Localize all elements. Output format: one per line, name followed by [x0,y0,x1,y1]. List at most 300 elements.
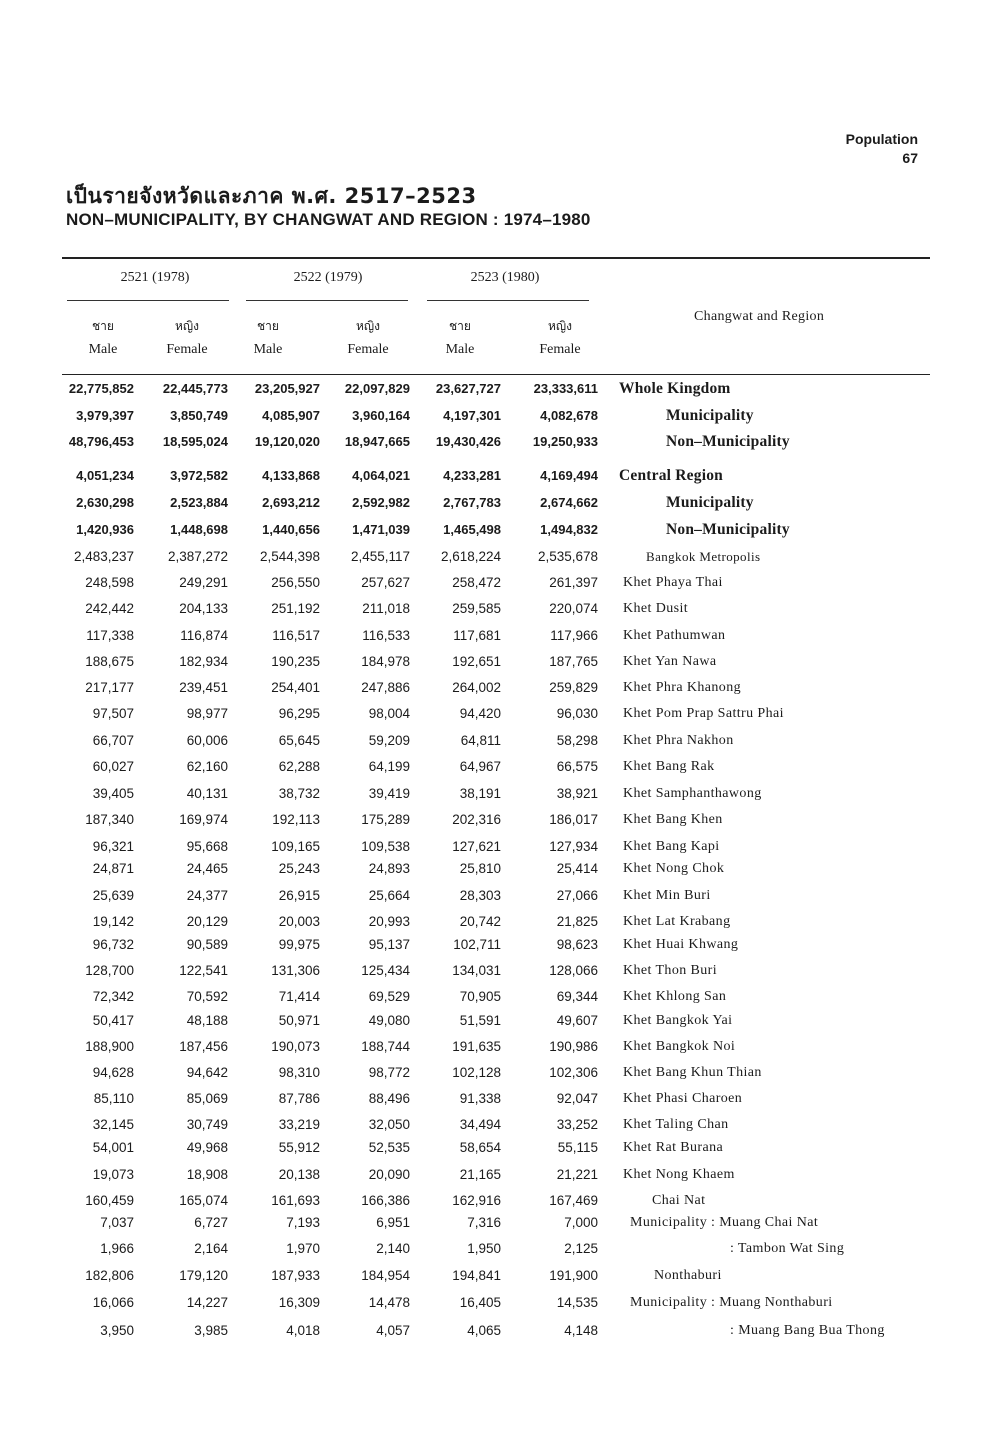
table-cell: 258,472 [452,575,501,590]
table-cell: 2,483,237 [73,549,134,564]
table-cell: 259,829 [549,680,598,695]
table-cell: 6,727 [194,1215,228,1230]
table-cell: 2,387,272 [167,549,228,564]
table-cell: 3,985 [194,1323,228,1338]
table-cell: 52,535 [368,1140,410,1155]
col-changwat-region: Changwat and Region [694,309,825,324]
table-cell: 14,535 [556,1295,598,1310]
table-cell: 204,133 [179,601,228,616]
table-cell: 161,693 [271,1193,320,1208]
table-cell: 184,954 [361,1268,410,1283]
table-cell: 22,445,773 [162,381,228,396]
table-cell: 51,591 [459,1013,501,1028]
table-cell: 220,074 [549,601,598,616]
table-cell: 98,977 [186,706,228,721]
row-label: Khet Phaya Thai [623,575,723,590]
table-cell: 3,960,164 [352,408,410,423]
table-cell: 38,191 [459,786,501,801]
table-cell: 30,749 [186,1117,228,1132]
table-row [0,1320,990,1342]
table-cell: 50,417 [92,1013,134,1028]
row-label: Khet Bang Rak [623,759,715,774]
table-cell: 251,192 [271,601,320,616]
table-cell: 249,291 [179,575,228,590]
row-label: Non–Municipality [666,433,790,450]
table-cell: 28,303 [459,888,501,903]
row-label: Khet Bang Khun Thian [623,1065,762,1080]
table-row [0,405,990,427]
table-cell: 18,947,665 [344,434,410,449]
table-cell: 94,420 [459,706,501,721]
table-cell: 72,342 [92,989,134,1004]
table-cell: 169,974 [179,812,228,827]
table-cell: 1,465,498 [443,522,501,537]
table-cell: 160,459 [85,1193,134,1208]
table-cell: 16,066 [92,1295,134,1310]
table-cell: 38,732 [278,786,320,801]
table-cell: 7,316 [467,1215,501,1230]
table-row [0,756,990,778]
table-cell: 49,080 [368,1013,410,1028]
table-row [0,730,990,752]
table-cell: 7,000 [564,1215,598,1230]
table-cell: 34,494 [459,1117,501,1132]
table-cell: 14,478 [368,1295,410,1310]
table-cell: 264,002 [452,680,501,695]
table-cell: 19,073 [92,1167,134,1182]
table-row [0,519,990,541]
row-label: Khet Taling Chan [623,1117,729,1132]
table-cell: 217,177 [85,680,134,695]
table-cell: 39,405 [92,786,134,801]
table-cell: 18,908 [186,1167,228,1182]
table-cell: 49,968 [186,1140,228,1155]
table-cell: 182,934 [179,654,228,669]
table-cell: 259,585 [452,601,501,616]
table-cell: 117,338 [86,628,134,643]
table-cell: 2,618,224 [440,549,501,564]
table-row [0,1062,990,1084]
table-cell: 188,744 [361,1039,410,1054]
table-row [0,703,990,725]
table-cell: 20,090 [368,1167,410,1182]
table-cell: 98,004 [368,706,410,721]
table-row [0,809,990,831]
table-cell: 117,966 [550,628,598,643]
row-label: Whole Kingdom [619,380,731,397]
table-cell: 190,235 [271,654,320,669]
table-cell: 90,589 [186,937,228,952]
table-row [0,1137,990,1159]
table-cell: 48,188 [186,1013,228,1028]
table-cell: 134,031 [452,963,501,978]
col-female-1978: หญิง Female [166,319,208,357]
row-label: Municipality : Muang Nonthaburi [630,1295,833,1310]
table-row [0,960,990,982]
row-label: Khet Bang Khen [623,812,723,827]
year-header-3: 2523 (1980) [470,270,540,285]
table-row [0,492,990,514]
table-row [0,1164,990,1186]
table-row [0,836,990,858]
table-cell: 98,310 [278,1065,320,1080]
table-row [0,986,990,1008]
table-cell: 16,405 [459,1295,501,1310]
table-cell: 1,448,698 [170,522,228,537]
row-label: Khet Pathumwan [623,628,726,643]
table-cell: 97,507 [92,706,134,721]
table-cell: 188,900 [85,1039,134,1054]
table-cell: 14,227 [186,1295,228,1310]
table-cell: 49,607 [556,1013,598,1028]
table-cell: 187,456 [179,1039,228,1054]
table-cell: 59,209 [368,733,410,748]
col-female-1979: หญิง Female [347,319,389,357]
table-cell: 19,430,426 [435,434,501,449]
row-label: Khet Rat Burana [623,1140,724,1155]
table-cell: 166,386 [361,1193,410,1208]
table-cell: 4,233,281 [443,468,501,483]
table-row [0,651,990,673]
title-english: NON–MUNICIPALITY, BY CHANGWAT AND REGION : 1974–1980 [66,210,591,229]
row-label: Khet Nong Khaem [623,1167,735,1182]
table-cell: 190,073 [271,1039,320,1054]
table-cell: 94,628 [92,1065,134,1080]
table-cell: 96,732 [92,937,134,952]
table-cell: 94,642 [186,1065,228,1080]
table-cell: 4,065 [467,1323,501,1338]
table-cell: 24,893 [368,861,410,876]
table-cell: 21,221 [556,1167,598,1182]
table-cell: 33,252 [556,1117,598,1132]
row-label: Non–Municipality [666,521,790,538]
table-cell: 1,966 [100,1241,134,1256]
row-label: Khet Huai Khwang [623,937,739,952]
table-cell: 175,289 [361,812,410,827]
table-row [0,598,990,620]
table-cell: 179,120 [179,1268,228,1283]
table-cell: 128,066 [549,963,598,978]
section-name: Population [845,131,918,147]
table-cell: 192,113 [272,812,320,827]
table-row [0,1238,990,1260]
table-cell: 2,767,783 [443,495,501,510]
row-label: Khet Phra Nakhon [623,733,734,748]
table-cell: 4,057 [376,1323,410,1338]
table-cell: 1,494,832 [540,522,598,537]
table-cell: 4,082,678 [540,408,598,423]
table-cell: 99,975 [278,937,320,952]
table-cell: 117,681 [453,628,501,643]
year-header-2: 2522 (1979) [293,270,363,285]
row-label: Bangkok Metropolis [646,549,761,564]
table-cell: 26,915 [278,888,320,903]
table-cell: 6,951 [376,1215,410,1230]
table-cell: 92,047 [556,1091,598,1106]
table-cell: 24,465 [186,861,228,876]
table-cell: 4,051,234 [76,468,134,483]
table-cell: 50,971 [278,1013,320,1028]
table-cell: 2,164 [194,1241,228,1256]
table-cell: 24,871 [92,861,134,876]
row-label: Khet Phasi Charoen [623,1091,743,1106]
table-row [0,911,990,933]
table-cell: 20,742 [459,914,501,929]
table-cell: 98,772 [368,1065,410,1080]
year-underline-1 [67,300,229,301]
table-row [0,677,990,699]
table-row [0,1292,990,1314]
table-cell: 202,316 [452,812,501,827]
year-underline-3 [427,300,589,301]
table-cell: 60,006 [186,733,228,748]
table-top-rule [62,257,930,259]
table-cell: 4,148 [564,1323,598,1338]
table-cell: 19,120,020 [254,434,320,449]
table-cell: 32,145 [92,1117,134,1132]
year-header-1: 2521 (1978) [120,270,190,285]
table-cell: 21,165 [459,1167,501,1182]
table-cell: 116,517 [272,628,320,643]
table-cell: 54,001 [92,1140,134,1155]
table-cell: 184,978 [361,654,410,669]
table-cell: 167,469 [549,1193,598,1208]
table-cell: 2,693,212 [262,495,320,510]
table-row [0,1036,990,1058]
table-cell: 2,523,884 [170,495,228,510]
row-label: Khet Bangkok Yai [623,1013,733,1028]
table-cell: 4,133,868 [262,468,320,483]
table-cell: 239,451 [179,680,228,695]
table-cell: 187,340 [85,812,134,827]
table-cell: 102,306 [549,1065,598,1080]
table-cell: 65,645 [278,733,320,748]
table-cell: 66,707 [92,733,134,748]
table-cell: 2,455,117 [350,549,410,564]
table-cell: 58,654 [459,1140,501,1155]
table-cell: 3,979,397 [76,408,134,423]
table-cell: 88,496 [368,1091,410,1106]
table-cell: 3,972,582 [170,468,228,483]
table-row [0,783,990,805]
table-cell: 7,193 [286,1215,320,1230]
table-cell: 211,018 [362,601,410,616]
table-cell: 20,138 [278,1167,320,1182]
table-cell: 25,639 [92,888,134,903]
table-cell: 162,916 [452,1193,501,1208]
col-male-1979: ชาย Male [253,319,283,357]
table-row [0,1010,990,1032]
table-cell: 127,934 [549,839,598,854]
table-row [0,1114,990,1136]
row-label: Municipality : Muang Chai Nat [630,1215,819,1230]
table-cell: 22,097,829 [344,381,410,396]
col-male-1978: ชาย Male [88,319,118,357]
row-label: Khet Pom Prap Sattru Phai [623,706,784,721]
table-cell: 27,066 [556,888,598,903]
table-cell: 248,598 [85,575,134,590]
table-cell: 191,635 [452,1039,501,1054]
row-label: : Muang Bang Bua Thong [730,1323,885,1338]
table-cell: 128,700 [85,963,134,978]
table-cell: 70,592 [186,989,228,1004]
table-cell: 3,950 [100,1323,134,1338]
table-cell: 256,550 [271,575,320,590]
table-row [0,465,990,487]
table-cell: 4,018 [286,1323,320,1338]
table-cell: 116,874 [180,628,228,643]
table-cell: 64,811 [460,733,501,748]
table-cell: 66,575 [556,759,598,774]
table-cell: 22,775,852 [68,381,134,396]
table-cell: 20,129 [186,914,228,929]
table-cell: 95,668 [186,839,228,854]
row-label: Nonthaburi [654,1268,722,1283]
table-cell: 23,627,727 [435,381,501,396]
table-cell: 25,243 [278,861,320,876]
table-cell: 23,333,611 [533,381,598,396]
table-cell: 194,841 [452,1268,501,1283]
table-cell: 4,197,301 [443,408,501,423]
table-cell: 69,344 [556,989,598,1004]
table-cell: 187,933 [271,1268,320,1283]
table-cell: 102,128 [452,1065,501,1080]
row-label: Khet Dusit [623,601,689,616]
table-cell: 188,675 [85,654,134,669]
table-cell: 18,595,024 [162,434,228,449]
page-number: 67 [902,150,918,166]
table-cell: 1,950 [467,1241,501,1256]
table-cell: 25,414 [556,861,598,876]
table-cell: 69,529 [368,989,410,1004]
table-cell: 96,321 [92,839,134,854]
col-female-1980: หญิง Female [539,319,581,357]
table-row [0,1190,990,1212]
table-cell: 7,037 [100,1215,134,1230]
table-cell: 70,905 [459,989,501,1004]
table-cell: 91,338 [459,1091,501,1106]
table-cell: 64,967 [459,759,501,774]
table-cell: 125,434 [361,963,410,978]
table-cell: 21,825 [556,914,598,929]
table-cell: 122,541 [179,963,228,978]
table-cell: 1,440,656 [262,522,320,537]
table-cell: 109,165 [271,839,320,854]
page-header [846,130,918,168]
table-cell: 55,912 [278,1140,320,1155]
table-cell: 165,074 [179,1193,228,1208]
row-label: Khet Thon Buri [623,963,718,978]
table-cell: 96,030 [556,706,598,721]
table-row [0,934,990,956]
table-cell: 96,295 [278,706,320,721]
table-row [0,625,990,647]
table-row [0,858,990,880]
table-cell: 192,651 [452,654,501,669]
row-label: Municipality [666,494,754,511]
table-cell: 190,986 [549,1039,598,1054]
row-label: Khet Lat Krabang [623,914,731,929]
table-row [0,572,990,594]
table-cell: 2,592,982 [352,495,410,510]
table-cell: 191,900 [549,1268,598,1283]
table-cell: 58,298 [556,733,598,748]
table-cell: 1,970 [286,1241,320,1256]
table-row [0,431,990,453]
table-cell: 25,810 [459,861,501,876]
row-label: Khet Yan Nawa [623,654,717,669]
table-cell: 23,205,927 [254,381,320,396]
table-cell: 186,017 [549,812,598,827]
row-label: Khet Bang Kapi [623,839,720,854]
table-cell: 4,169,494 [540,468,598,483]
table-cell: 3,850,749 [170,408,228,423]
table-cell: 2,544,398 [259,549,320,564]
table-cell: 1,471,039 [352,522,410,537]
table-cell: 254,401 [271,680,320,695]
table-cell: 102,711 [453,937,501,952]
table-cell: 71,414 [278,989,320,1004]
table-cell: 182,806 [85,1268,134,1283]
row-label: Khet Bangkok Noi [623,1039,736,1054]
table-cell: 85,110 [93,1091,134,1106]
table-cell: 1,420,936 [76,522,134,537]
table-cell: 32,050 [368,1117,410,1132]
table-cell: 2,140 [376,1241,410,1256]
row-label: Chai Nat [652,1193,706,1208]
row-label: Khet Nong Chok [623,861,725,876]
table-cell: 62,288 [278,759,320,774]
table-cell: 127,621 [452,839,501,854]
header-bottom-rule [62,374,930,375]
col-male-1980: ชาย Male [445,319,475,357]
table-row [0,1212,990,1234]
table-cell: 2,535,678 [537,549,598,564]
table-cell: 247,886 [361,680,410,695]
row-label: : Tambon Wat Sing [730,1241,845,1256]
table-row [0,1088,990,1110]
row-label: Central Region [619,467,723,484]
table-cell: 33,219 [278,1117,320,1132]
table-cell: 4,085,907 [262,408,320,423]
table-cell: 40,131 [186,786,228,801]
row-label: Municipality [666,407,754,424]
row-label: Khet Phra Khanong [623,680,742,695]
table-cell: 4,064,021 [352,468,410,483]
table-cell: 187,765 [549,654,598,669]
table-cell: 2,674,662 [540,495,598,510]
table-cell: 55,115 [557,1140,598,1155]
table-cell: 95,137 [368,937,410,952]
table-row [0,546,990,568]
table-cell: 16,309 [278,1295,320,1310]
table-cell: 20,993 [368,914,410,929]
year-underline-2 [246,300,408,301]
table-row [0,378,990,400]
table-cell: 116,533 [362,628,410,643]
row-label: Khet Min Buri [623,888,711,903]
table-cell: 60,027 [92,759,134,774]
table-cell: 38,921 [556,786,598,801]
table-cell: 20,003 [278,914,320,929]
table-cell: 109,538 [361,839,410,854]
table-cell: 85,069 [186,1091,228,1106]
table-cell: 257,627 [361,575,410,590]
table-cell: 64,199 [368,759,410,774]
table-cell: 62,160 [186,759,228,774]
table-cell: 261,397 [549,575,598,590]
table-cell: 39,419 [368,786,410,801]
